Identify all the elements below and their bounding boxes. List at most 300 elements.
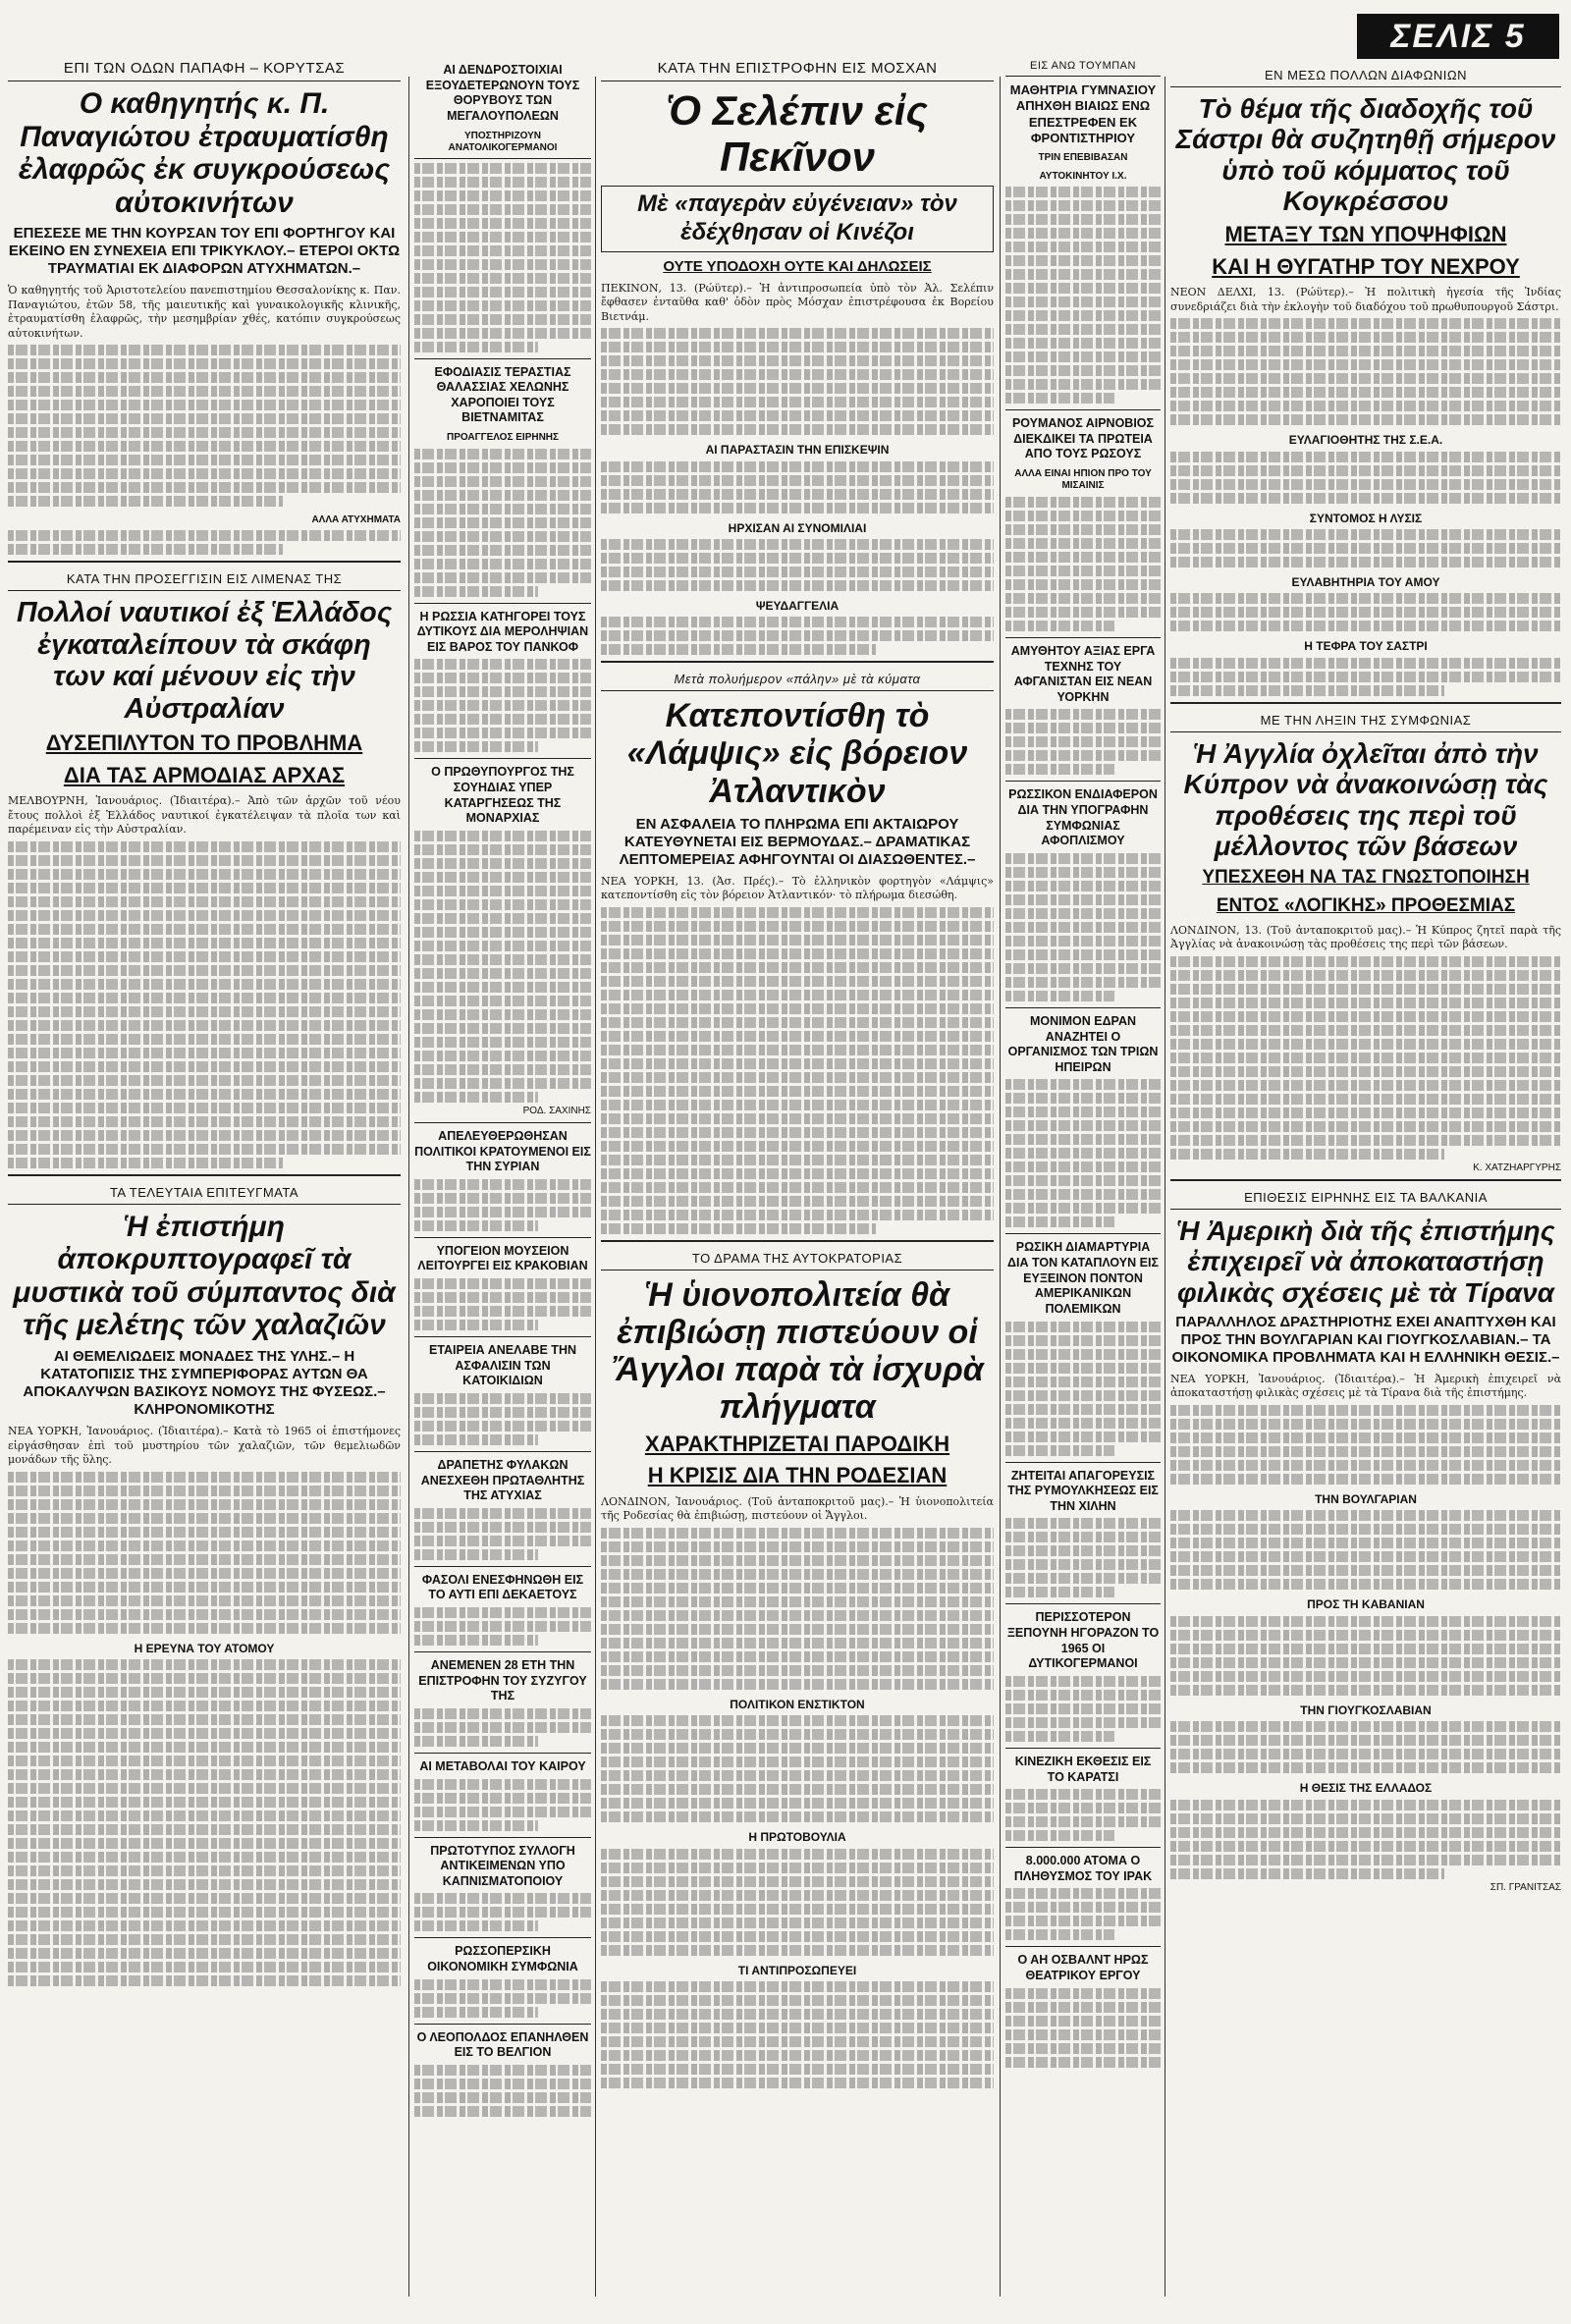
body-text-line <box>1005 1404 1161 1415</box>
body-text-line <box>414 204 591 215</box>
body-text-line <box>601 2009 994 2020</box>
body-text-line <box>414 449 591 459</box>
section-heading: ΤΗΝ ΓΙΟΥΓΚΟΣΛΑΒΙΑΝ <box>1300 1702 1432 1717</box>
body-text-line <box>601 2064 994 2075</box>
body-text-line <box>601 1890 994 1901</box>
body-text-line <box>601 1003 994 1014</box>
body-text-line <box>601 630 994 641</box>
body-text-line <box>601 1863 994 1873</box>
section-divider <box>8 1174 401 1176</box>
headline-shelepin-peking: Ὁ Σελέπιν εἰς Πεκῖνον <box>667 87 928 181</box>
body-text-line <box>601 397 994 407</box>
body-text-line <box>1170 414 1561 425</box>
subheadline-nehru-daughter: ΚΑΙ Η ΘΥΓΑΤΗΡ ΤΟΥ ΝΕΧΡΟΥ <box>1212 253 1520 279</box>
page-number-badge: ΣΕΛΙΣ 5 <box>1357 14 1559 59</box>
section-divider <box>1005 1462 1161 1463</box>
body-text-line <box>414 2079 591 2089</box>
body-text-line <box>414 1306 591 1317</box>
body-text-line <box>601 410 994 421</box>
body-text-line <box>1005 1445 1114 1456</box>
body-text-line <box>414 1092 538 1103</box>
body-text-line <box>1005 393 1114 404</box>
body-text-line <box>1005 1418 1161 1429</box>
headline-shastri-succession: Τὸ θέμα τῆς διαδοχῆς τοῦ Σάστρι θὰ συζητηθῇ σήμερον ὑπὸ τοῦ κόμματος τοῦ Κογκρέσσου <box>1175 93 1556 217</box>
headline-sweden-monarchy: Ο ΠΡΩΘΥΠΟΥΡΓΟΣ ΤΗΣ ΣΟΥΗΔΙΑΣ ΥΠΕΡ ΚΑΤΑΡΓΗΣΕΩΣ ΤΗΣ ΜΟΝΑΡΧΙΑΣ <box>431 765 574 826</box>
body-text-line <box>414 1508 591 1519</box>
body-text-line <box>601 1031 994 1042</box>
body-text-line <box>601 1665 994 1676</box>
byline: ΣΠ. ΓΡΑΝΙΤΣΑΣ <box>1490 1881 1561 1893</box>
headline-pet-insurance: ΕΤΑΙΡΕΙΑ ΑΝΕΛΑΒΕ ΤΗΝ ΑΣΦΑΛΙΣΙΝ ΤΩΝ ΚΑΤΟΙΚΙΔΙΩΝ <box>428 1343 576 1388</box>
body-text-line <box>601 1583 994 1594</box>
body-text-line <box>8 358 401 369</box>
body-text-line <box>601 2023 994 2033</box>
body-text-line <box>1170 1538 1561 1548</box>
body-text-line <box>8 345 401 355</box>
subheadline-temporary: ΧΑΡΑΚΤΗΡΙΖΕΤΑΙ ΠΑΡΟΔΙΚΗ <box>644 1431 950 1456</box>
body-text-line <box>414 1009 591 1020</box>
body-text-line <box>601 580 994 591</box>
body-text-line <box>1005 853 1161 864</box>
body-text-line <box>601 1729 994 1740</box>
body-text-line <box>1170 452 1561 462</box>
body-text-line <box>8 1158 283 1168</box>
body-text-line <box>414 1807 591 1817</box>
body-text-line <box>8 855 401 866</box>
body-text-line <box>1170 1827 1561 1838</box>
section-divider <box>414 1937 591 1938</box>
body-text-line <box>601 328 994 339</box>
body-text-line <box>414 1193 591 1204</box>
body-text-line <box>414 1621 591 1632</box>
body-text-line <box>1170 1551 1561 1562</box>
body-text-line <box>1005 1349 1161 1360</box>
byline: ΡΟΔ. ΣΑΧΙΝΗΣ <box>522 1105 591 1116</box>
body-text-line <box>601 1596 994 1607</box>
body-text-line <box>601 907 994 918</box>
headline-oswald-play: Ο ΑΗ ΟΣΒΑΛΝΤ ΗΡΩΣ ΘΕΑΤΡΙΚΟΥ ΕΡΓΟΥ <box>1017 1953 1149 1982</box>
body-text-line <box>8 1540 401 1551</box>
body-text-line <box>1005 1162 1161 1172</box>
headline-russo-persian: ΡΩΣΣΟΠΕΡΣΙΚΗ ΟΙΚΟΝΟΜΙΚΗ ΣΥΜΦΩΝΙΑ <box>427 1944 578 1973</box>
body-text-line <box>1170 1053 1561 1063</box>
section-divider <box>414 358 591 359</box>
body-text-line <box>1005 1189 1161 1200</box>
section-divider <box>1005 1946 1161 1947</box>
headline-prison-escapee: ΔΡΑΠΕΤΗΣ ΦΥΛΑΚΩΝ ΑΝΕΣΧΕΘΗ ΠΡΩΤΑΘΛΗΤΗΣ ΤΗΣ ΑΤΥΧΙΑΣ <box>420 1457 585 1503</box>
body-text-line <box>601 503 994 513</box>
body-text-line <box>601 1931 994 1942</box>
body-text-line <box>8 938 401 948</box>
body-text-line <box>414 1907 591 1918</box>
body-text-line <box>1170 1644 1561 1654</box>
body-text-line <box>1005 2002 1161 2013</box>
body-text-line <box>414 927 591 938</box>
body-text-line <box>601 383 994 394</box>
section-heading: ΠΡΟΣ ΤΗ ΚΑΒΑΝΙΑΝ <box>1307 1597 1425 1612</box>
body-text-line <box>1005 1377 1161 1387</box>
section-divider <box>414 1837 591 1838</box>
body-text-line <box>8 496 283 507</box>
body-text-line <box>1005 1390 1161 1401</box>
body-text-line <box>1170 984 1561 995</box>
body-text-line <box>8 896 401 907</box>
body-text-line <box>8 1568 401 1579</box>
body-text-line <box>1170 318 1561 329</box>
column-3 <box>601 57 994 2306</box>
body-text-line <box>1005 1545 1161 1556</box>
body-text-line <box>8 1006 401 1017</box>
headline-trees-noise: ΑΙ ΔΕΝΔΡΟΣΤΟΙΧΙΑΙ ΕΞΟΥΔΕΤΕΡΩΝΟΥΝ ΤΟΥΣ ΘΟΡΥΒΟΥΣ ΤΩΝ ΜΕΓΑΛΟΥΠΟΛΕΩΝ <box>425 63 580 123</box>
body-text-line <box>1005 1830 1114 1841</box>
body-text-line <box>1005 1902 1161 1913</box>
section-divider <box>414 1336 591 1337</box>
headline-black-sea-protest: ΡΩΣΙΚΗ ΔΙΑΜΑΡΤΥΡΙΑ ΔΙΑ ΤΟΝ ΚΑΤΑΠΛΟΥΝ ΕΙΣ ΕΥΞΕΙΝΟΝ ΠΟΝΤΟΝ ΑΜΕΡΙΚΑΝΙΚΩΝ ΠΟΛΕΜΙΚΩΝ <box>1007 1240 1159 1316</box>
body-text-line <box>8 1582 401 1593</box>
headline-iraq-population: 8.000.000 ΑΤΟΜΑ Ο ΠΛΗΘΥΣΜΟΣ ΤΟΥ ΙΡΑΚ <box>1013 1854 1153 1883</box>
body-text-line <box>8 1020 401 1031</box>
section-divider <box>1170 1179 1561 1181</box>
body-text-line <box>414 1278 591 1289</box>
body-text-line <box>8 1486 401 1496</box>
body-text-line <box>601 1072 994 1083</box>
body-text-line <box>414 1179 591 1190</box>
body-text-line <box>414 177 591 188</box>
subheadline-promise: ΥΠΕΣΧΕΘΗ ΝΑ ΤΑΣ ΓΝΩΣΤΟΠΟΙΗΣΗ <box>1202 867 1530 889</box>
section-divider <box>414 1451 591 1452</box>
body-text-line <box>414 1536 591 1546</box>
body-text-line <box>8 1513 401 1524</box>
body-text-line <box>414 163 591 174</box>
body-text-line <box>1005 1676 1161 1687</box>
section-heading: ΑΙ ΠΑΡΑΣΤΑΣΙΝ ΤΗΝ ΕΠΙΣΚΕΨΙΝ <box>705 443 890 458</box>
body-text-line <box>601 1849 994 1860</box>
article-kicker: ΕΙΣ ΑΝΩ ΤΟΥΜΠΑΝ <box>1005 57 1161 77</box>
body-text-line <box>414 1979 591 1990</box>
body-text-line <box>1005 200 1161 211</box>
section-divider <box>414 1566 591 1567</box>
body-text-line <box>1005 1322 1161 1332</box>
article-body: ΝΕΑ ΥΟΡΚΗ, Ἰανουάριος. (Ἰδιαιτέρα).– Κατὰ τὸ 1965 οἱ ἐπιστήμονες εἰργάσθησαν ἐπὶ τοῦ μυστηρίου τῶν χαλαζιῶν, τῶν θεμελιωδῶν μονάδων τῆς ὕλης. <box>8 1425 401 1467</box>
body-text-line <box>1170 373 1561 384</box>
body-text-line <box>1170 387 1561 398</box>
body-text-line <box>8 1879 401 1890</box>
body-text-line <box>8 1742 401 1753</box>
headline-disarmament: ΡΩΣΣΙΚΟΝ ΕΝΔΙΑΦΕΡΟΝ ΔΙΑ ΤΗΝ ΥΠΟΓΡΑΦΗΝ ΣΥΜΦΩΝΙΑΣ ΑΦΟΠΛΙΣΜΟΥ <box>1008 787 1158 848</box>
body-text-line <box>1170 1149 1444 1160</box>
section-divider <box>414 1753 591 1754</box>
section-divider <box>601 1240 994 1242</box>
body-text-line <box>601 1811 994 1822</box>
body-text-line <box>8 1089 401 1100</box>
body-text-line <box>414 259 591 270</box>
body-text-line <box>1005 1573 1161 1584</box>
body-text-line <box>1005 1363 1161 1374</box>
headline-student-abducted: ΜΑΘΗΤΡΙΑ ΓΥΜΝΑΣΙΟΥ ΑΠΗΧΘΗ ΒΙΑΙΩΣ ΕΝΩ ΕΠΕΣΤΡΕΦΕΝ ΕΚ ΦΡΟΝΤΙΣΤΗΡΙΟΥ <box>1009 82 1157 145</box>
body-text-line <box>601 935 994 946</box>
body-text-line <box>601 1210 994 1220</box>
body-text-line <box>601 1904 994 1915</box>
body-text-line <box>1005 365 1161 376</box>
body-text-line <box>8 869 401 880</box>
body-text-line <box>1005 593 1161 604</box>
body-text-line <box>8 386 401 397</box>
body-text-line <box>1170 1855 1561 1865</box>
body-text-line <box>1005 255 1161 266</box>
body-text-line <box>1005 1731 1114 1742</box>
section-heading: Η ΘΕΣΙΣ ΤΗΣ ΕΛΛΑΔΟΣ <box>1299 1781 1433 1796</box>
column-rule <box>408 77 409 2297</box>
body-text-line <box>8 1852 401 1863</box>
body-text-line <box>1170 493 1561 504</box>
body-text-line <box>1005 1216 1114 1227</box>
body-text-line <box>8 1061 401 1072</box>
body-text-line <box>8 1783 401 1794</box>
body-text-line <box>1170 1685 1561 1696</box>
body-text-line <box>414 1993 591 2004</box>
body-text-line <box>414 1051 591 1061</box>
subheadline-centenarian: ΑΛΛΑ ΕΙΝΑΙ ΗΠΙΟΝ ΠΡΟ ΤΟΥ ΜΙΣΑΙΝΙΣ <box>1014 467 1152 492</box>
body-text-line <box>601 617 994 627</box>
body-text-line <box>601 1798 994 1809</box>
body-text-line <box>601 990 994 1000</box>
subheadline-crew-safe: ΕΝ ΑΣΦΑΛΕΙΑ ΤΟ ΠΛΗΡΩΜΑ ΕΠΙ ΑΚΤΑΙΩΡΟΥ ΚΑΤΕΥΘΥΝΕΤΑΙ ΕΙΣ ΒΕΡΜΟΥΔΑΣ.– ΔΡΑΜΑΤΙΚΑΣ ΛΕΠΤΟΜΕΡΕΙΑΣ ΑΦΗΓΟΥΝΤΑΙ ΟΙ ΔΙΑΣΩΘΕΝΤΕΣ.– <box>619 815 976 868</box>
body-text-line <box>1170 1657 1561 1668</box>
body-text-line <box>414 996 591 1006</box>
body-text-line <box>601 1770 994 1781</box>
body-text-line <box>1170 998 1561 1008</box>
body-text-line <box>8 951 401 962</box>
section-heading: ΕΥΛΑΓΙΟΘΗΤΗΣ ΤΗΣ Σ.Ε.Α. <box>1288 433 1443 448</box>
body-text-line <box>8 413 401 424</box>
body-text-line <box>8 1934 401 1945</box>
body-text-line <box>8 1962 401 1973</box>
headline-krakow-museum: ΥΠΟΓΕΙΟΝ ΜΟΥΣΕΙΟΝ ΛΕΙΤΟΥΡΓΕΙ ΕΙΣ ΚΡΑΚΟΒΙΑΝ <box>417 1243 588 1273</box>
body-text-line <box>1005 1559 1161 1570</box>
body-text-line <box>414 1207 591 1217</box>
body-text-line <box>8 1075 401 1086</box>
body-text-line <box>414 218 591 229</box>
column-4 <box>1005 57 1161 2306</box>
headline-russia-pankof: Η ΡΩΣΣΙΑ ΚΑΤΗΓΟΡΕΙ ΤΟΥΣ ΔΥΤΙΚΟΥΣ ΔΙΑ ΜΕΡΟΛΗΨΙΑΝ ΕΙΣ ΒΑΡΟΣ ΤΟΥ ΠΑΝΚΟΦ <box>416 609 589 654</box>
body-text-line <box>1170 557 1561 567</box>
body-text-line <box>414 899 591 910</box>
body-text-line <box>1005 1175 1161 1186</box>
headline-professor-accident: Ο καθηγητής κ. Π. Παναγιώτου ἐτραυματίσθη ἐλαφρῶς ἐκ συγκρούσεως αὐτοκινήτων <box>18 87 391 219</box>
section-heading: ΕΥΛΑΒΗΤΗΡΙΑ ΤΟΥ ΑΜΟΥ <box>1291 575 1440 590</box>
body-text-line <box>601 567 994 577</box>
newspaper-page <box>8 8 1563 2316</box>
body-text-line <box>414 273 591 284</box>
body-text-line <box>601 539 994 550</box>
body-text-line <box>1005 187 1161 197</box>
article-body: ΛΟΝΔΙΝΟΝ, 13. (Τοῦ ἀνταποκριτοῦ μας).– Ἡ Κύπρος ζητεῖ παρὰ τῆς Ἀγγλίας νὰ ἀνακοινώσῃ τὰς προθέσεις της περὶ τῶν βάσεων. <box>1170 923 1561 951</box>
body-text-line <box>414 673 591 683</box>
body-text-line <box>8 1975 401 1986</box>
body-text-line <box>414 954 591 965</box>
subheadline-no-reception: ΟΥΤΕ ΥΠΟΔΟΧΗ ΟΥΤΕ ΚΑΙ ΔΗΛΩΣΕΙΣ <box>663 257 932 275</box>
body-text-line <box>1170 1749 1561 1759</box>
body-text-line <box>414 190 591 201</box>
body-text-line <box>1005 736 1161 747</box>
body-text-line <box>8 1048 401 1058</box>
body-text-line <box>414 1292 591 1303</box>
article-kicker: ΕΝ ΜΕΣΩ ΠΟΛΛΩΝ ΔΙΑΦΩΝΙΩΝ <box>1170 65 1561 87</box>
body-text-line <box>8 1673 401 1684</box>
body-text-line <box>601 1638 994 1648</box>
body-text-line <box>1005 1148 1161 1159</box>
body-text-line <box>1005 310 1161 321</box>
body-text-line <box>1005 1703 1161 1714</box>
body-text-line <box>1170 1813 1561 1824</box>
body-text-line <box>414 844 591 855</box>
body-text-line <box>414 728 591 738</box>
body-text-line <box>601 1555 994 1566</box>
body-text-line <box>601 1058 994 1069</box>
section-divider <box>8 561 401 563</box>
body-text-line <box>601 1981 994 1992</box>
body-text-line <box>1005 497 1161 508</box>
body-text-line <box>1170 401 1561 411</box>
body-text-line <box>8 1472 401 1483</box>
body-text-line <box>414 1635 538 1646</box>
article-kicker: ΤΑ ΤΕΛΕΥΤΑΙΑ ΕΠΙΤΕΥΓΜΑΤΑ <box>8 1182 401 1205</box>
body-text-line <box>1170 1419 1561 1430</box>
section-heading: ΤΗΝ ΒΟΥΛΓΑΡΙΑΝ <box>1315 1491 1417 1506</box>
body-text-line <box>601 424 994 435</box>
body-text-line <box>1005 1107 1161 1117</box>
body-text-line <box>1170 1671 1561 1682</box>
body-text-line <box>601 1100 994 1110</box>
body-text-line <box>414 1393 591 1404</box>
subheadline-science: ΑΙ ΘΕΜΕΛΙΩΔΕΙΣ ΜΟΝΑΔΕΣ ΤΗΣ ΥΛΗΣ.– Η ΚΑΤΑΤΟΠΙΣΙΣ ΤΗΣ ΣΥΜΠΕΡΙΦΟΡΑΣ ΑΥΤΩΝ ΘΑ ΑΠΟΚΑΛΥΨΩΝ ΒΑΣΙΚΟΥΣ ΝΟΜΟΥΣ ΤΗΣ ΦΥΣΕΩΣ.– ΚΛΗΡΟΝΟΜΙΚΟΤΗΣ <box>23 1348 386 1419</box>
section-heading: ΗΡΧΙΣΑΝ ΑΙ ΣΥΝΟΜΙΛΙΑΙ <box>728 520 867 535</box>
body-text-line <box>1005 764 1114 775</box>
article-body: ΛΟΝΔΙΝΟΝ, Ἰανουάριος. (Τοῦ ἀνταποκριτοῦ μας).– Ἡ ὑιονοπολιτεία τῆς Ροδεσίας θὰ ἐπιβιώσῃ, πιστεύουν οἱ Ἄγγλοι. <box>601 1494 994 1523</box>
body-text-line <box>414 1064 591 1075</box>
body-text-line <box>601 1945 994 1956</box>
body-text-line <box>8 1824 401 1835</box>
body-text-line <box>1170 1039 1561 1050</box>
body-text-line <box>1170 672 1561 682</box>
body-text-line <box>8 1687 401 1698</box>
body-text-line <box>8 883 401 893</box>
body-text-line <box>601 461 994 472</box>
body-text-line <box>8 965 401 976</box>
section-divider <box>1005 409 1161 410</box>
body-text-line <box>8 1527 401 1538</box>
body-text-line <box>8 979 401 990</box>
body-text-line <box>414 586 538 597</box>
body-text-line <box>601 1624 994 1635</box>
headline-weather: ΑΙ ΜΕΤΑΒΟΛΑΙ ΤΟΥ ΚΑΙΡΟΥ <box>419 1758 586 1773</box>
subheadline-problem: ΔΥΣΕΠΙΛΥΤΟΝ ΤΟ ΠΡΟΒΛΗΜΑ <box>45 730 363 756</box>
body-text-line <box>1170 1868 1444 1879</box>
body-text-line <box>1005 922 1161 933</box>
body-text-line <box>8 1595 401 1606</box>
body-text-line <box>8 427 401 438</box>
column-1 <box>8 57 401 2306</box>
body-text-line <box>1170 1579 1561 1590</box>
body-text-line <box>1170 1025 1561 1036</box>
body-text-line <box>1005 1532 1161 1542</box>
body-text-line <box>1005 1690 1161 1701</box>
body-text-line <box>8 1728 401 1739</box>
section-divider <box>1005 637 1161 638</box>
section-heading: Η ΠΡΩΤΟΒΟΥΛΙΑ <box>748 1830 846 1845</box>
body-text-line <box>1005 338 1161 349</box>
body-text-line <box>1170 1066 1561 1077</box>
body-text-line <box>601 1113 994 1124</box>
body-text-line <box>8 1714 401 1725</box>
body-text-line <box>1005 1803 1161 1813</box>
body-text-line <box>8 1659 401 1670</box>
body-text-line <box>414 1078 591 1089</box>
subheadline-chinese-welcome: Μὲ «παγερὰν εὐγένειαν» τὸν ἐδέχθησαν οἱ Κινέζοι <box>601 186 994 252</box>
body-text-line <box>1005 214 1161 225</box>
body-text-line <box>414 1320 538 1330</box>
body-text-line <box>1005 621 1114 631</box>
byline: Κ. ΧΑΤΖΗΑΡΓΥΡΗΣ <box>1473 1162 1561 1173</box>
column-rule <box>595 77 596 2297</box>
body-text-line <box>1005 269 1161 280</box>
body-text-line <box>414 314 591 325</box>
body-text-line <box>8 1034 401 1045</box>
body-text-line <box>1170 1446 1561 1457</box>
body-text-line <box>8 400 401 410</box>
article-kicker: ΚΑΤΑ ΤΗΝ ΠΡΟΣΕΓΓΙΣΙΝ ΕΙΣ ΛΙΜΕΝΑΣ ΤΗΣ <box>8 568 401 591</box>
body-text-line <box>1170 1721 1561 1732</box>
body-text-line <box>414 328 591 339</box>
body-text-line <box>601 1784 994 1795</box>
body-text-line <box>1170 1630 1561 1641</box>
body-text-line <box>1170 1405 1561 1416</box>
body-text-line <box>414 1736 538 1747</box>
body-text-line <box>8 1811 401 1821</box>
body-text-line <box>601 1182 994 1193</box>
body-text-line <box>8 1865 401 1876</box>
body-text-line <box>8 993 401 1003</box>
body-text-line <box>1005 949 1161 960</box>
section-heading: ΨΕΥΔΑΓΓΕΛΙΑ <box>755 598 840 613</box>
body-text-line <box>1170 1735 1561 1746</box>
section-divider <box>1005 1748 1161 1749</box>
body-text-line <box>601 1155 994 1165</box>
body-text-line <box>8 1907 401 1918</box>
body-text-line <box>414 1920 538 1931</box>
body-text-line <box>1170 1460 1561 1471</box>
body-text-line <box>1170 479 1561 490</box>
body-text-line <box>601 1610 994 1621</box>
body-text-line <box>8 1797 401 1808</box>
body-text-line <box>601 489 994 500</box>
headline-afghan-art: ΑΜΥΘΗΤΟΥ ΑΞΙΑΣ ΕΡΓΑ ΤΕΧΝΗΣ ΤΟΥ ΑΦΓΑΝΙΣΤΑΝ ΕΙΣ ΝΕΑΝ ΥΟΡΚΗΝ <box>1010 643 1156 704</box>
body-text-line <box>601 644 876 655</box>
body-text-line <box>414 982 591 993</box>
subheadline-car: ΑΥΤΟΚΙΝΗΤΟΥ Ι.Χ. <box>1039 170 1127 182</box>
body-text-line <box>8 1769 401 1780</box>
body-text-line <box>601 1679 994 1690</box>
body-text-line <box>1005 1335 1161 1346</box>
body-text-line <box>1005 1988 1161 1999</box>
section-divider <box>1005 781 1161 782</box>
body-text-line <box>1005 723 1161 733</box>
article-kicker: Μετὰ πολυήμερον «πάλην» μὲ τὰ κύματα <box>601 669 994 691</box>
body-text-line <box>414 1607 591 1618</box>
body-text-line <box>1005 1120 1161 1131</box>
headline-sailors-australia: Πολλοί ναυτικοί ἐξ Ἑλλάδος ἐγκαταλείπουν τὰ σκάφη των καί μένουν εἰς τὴν Αὐστραλίαν <box>16 597 393 725</box>
body-text-line <box>601 1045 994 1055</box>
